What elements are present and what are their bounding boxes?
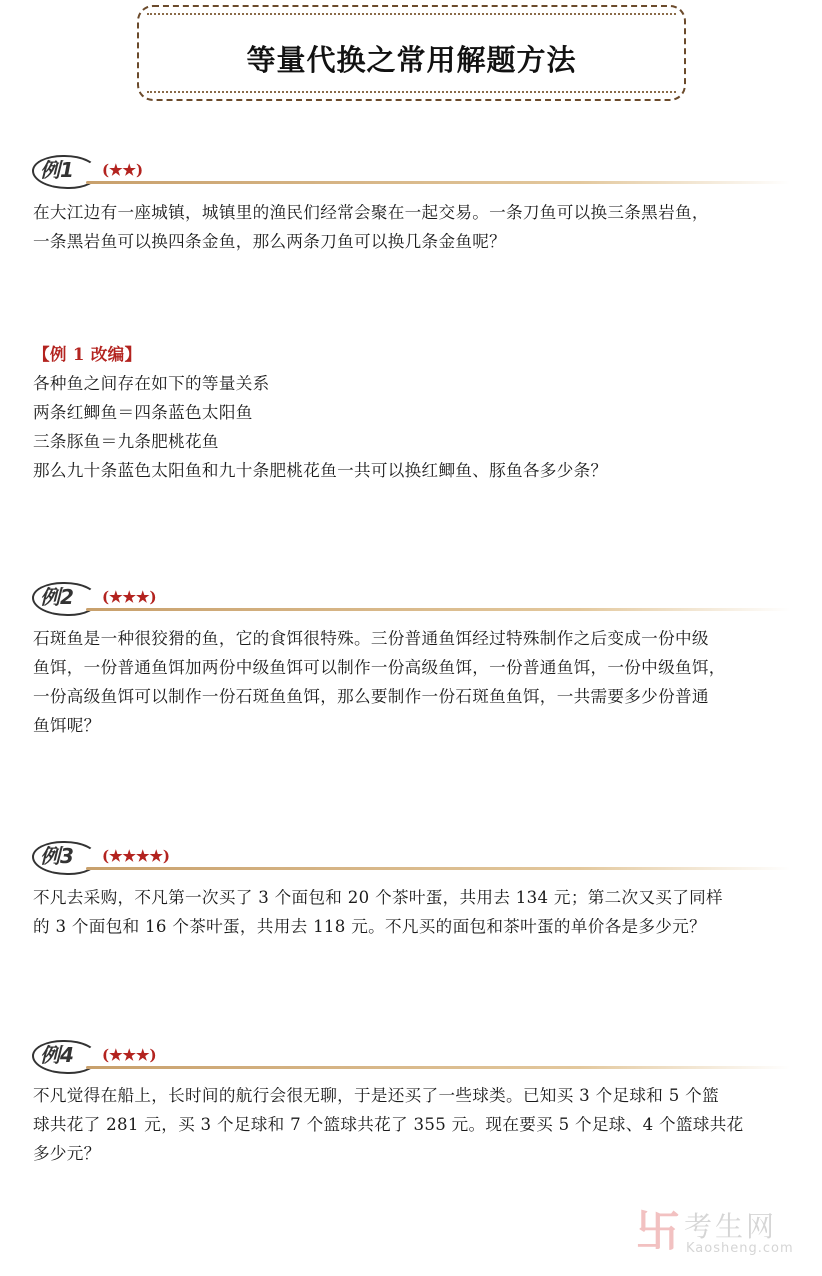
example-4-label: 例4: [32, 1038, 92, 1072]
example-1-stars: (★★): [102, 161, 144, 179]
example-3-line: 不凡去采购，不凡第一次买了 3 个面包和 20 个茶叶蛋，共用去 134 元；第二次又买了同样: [33, 888, 723, 907]
example-4-header: [30, 1038, 790, 1078]
example-1-header: [30, 153, 790, 193]
page-title: 等量代换之常用解题方法: [246, 43, 577, 77]
example-1-line: 一条黑岩鱼可以换四条金鱼，那么两条刀鱼可以换几条金鱼呢？: [33, 232, 507, 251]
example-2-line: 一份高级鱼饵可以制作一份石斑鱼鱼饵，那么要制作一份石斑鱼鱼饵，一共需要多少份普通: [33, 687, 709, 706]
example-4-text: [33, 1081, 795, 1168]
example-3-stars: (★★★★): [102, 847, 170, 865]
example-3-rule: [86, 867, 790, 870]
example-3-header: [30, 839, 790, 879]
example-2-label: 例2: [32, 580, 92, 614]
example-3-text: [33, 883, 795, 941]
watermark-domain: Kaosheng.com: [686, 1241, 794, 1256]
variant-line: 那么九十条蓝色太阳鱼和九十条肥桃花鱼一共可以换红鲫鱼、豚鱼各多少条？: [33, 461, 608, 480]
example-2-line: 鱼饵呢？: [33, 716, 101, 735]
example-2-header: [30, 580, 790, 620]
variant-title: 【例 1 改编】: [33, 344, 142, 364]
variant-line: 各种鱼之间存在如下的等量关系: [33, 374, 270, 393]
example-4-line: 多少元？: [33, 1144, 101, 1163]
variant-line: 两条红鲫鱼＝四条蓝色太阳鱼: [33, 403, 253, 422]
example-1-label: 例1: [32, 153, 92, 187]
example-3-line: 的 3 个面包和 16 个茶叶蛋，共用去 118 元。不凡买的面包和茶叶蛋的单价各是多少元？: [33, 917, 706, 936]
example-4-rule: [86, 1066, 790, 1069]
variant-block: [33, 340, 795, 485]
watermark-logo-icon: 卐: [636, 1206, 680, 1257]
example-3-label: 例3: [32, 839, 92, 873]
example-4-stars: (★★★): [102, 1046, 157, 1064]
watermark-name: 考生网: [684, 1210, 778, 1243]
example-2-text: [33, 624, 795, 740]
example-2-rule: [86, 608, 790, 611]
example-4-line: 不凡觉得在船上，长时间的航行会很无聊，于是还买了一些球类。已知买 3 个足球和 5 个篮: [33, 1086, 719, 1105]
variant-line: 三条豚鱼＝九条肥桃花鱼: [33, 432, 219, 451]
example-1-rule: [86, 181, 790, 184]
example-4-line: 球共花了 281 元，买 3 个足球和 7 个篮球共花了 355 元。现在要买 5 个足球、4 个篮球共花: [33, 1115, 744, 1134]
example-1-text: [33, 198, 795, 256]
example-2-line: 鱼饵，一份普通鱼饵加两份中级鱼饵可以制作一份高级鱼饵，一份普通鱼饵，一份中级鱼饵，: [33, 658, 726, 677]
example-1-line: 在大江边有一座城镇，城镇里的渔民们经常会聚在一起交易。一条刀鱼可以换三条黑岩鱼，: [33, 203, 709, 222]
watermark: [636, 1205, 806, 1260]
example-2-line: 石斑鱼是一种很狡猾的鱼，它的食饵很特殊。三份普通鱼饵经过特殊制作之后变成一份中级: [33, 629, 709, 648]
example-2-stars: (★★★): [102, 588, 157, 606]
title-frame: [137, 5, 686, 101]
